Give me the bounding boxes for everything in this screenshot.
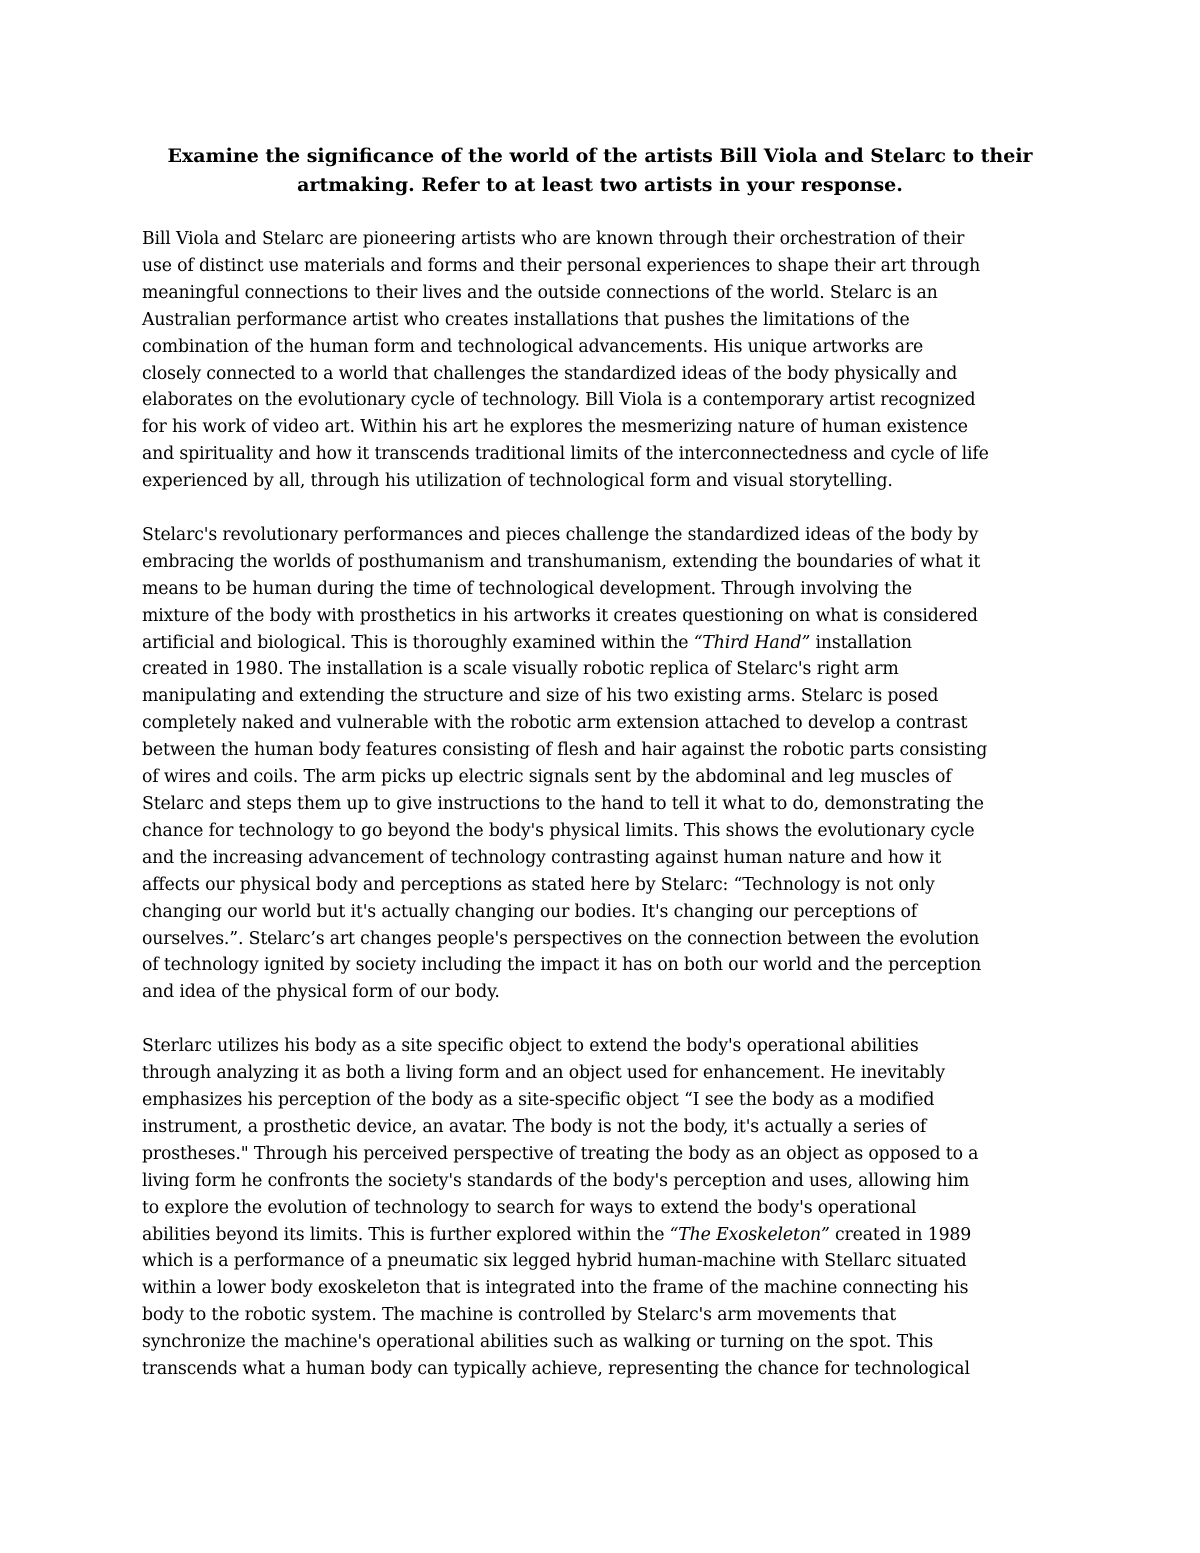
text-line: ourselves.”. Stelarc’s art changes people's perspectives on the connection between the evolution	[142, 928, 980, 949]
text-line: completely naked and vulnerable with the robotic arm extension attached to develop a contrast	[142, 713, 968, 734]
text-line	[142, 630, 1072, 657]
text-line: affects our physical body and perceptions as stated here by Stelarc: “Technology is not only	[142, 874, 935, 895]
text-line: and idea of the physical form of our body.	[142, 982, 500, 1003]
text-run: abilities beyond its limits. This is further explored within the	[142, 1224, 670, 1245]
text-line: within a lower body exoskeleton that is integrated into the frame of the machine connecting his	[142, 1278, 969, 1299]
text-line: body to the robotic system. The machine is controlled by Stelarc's arm movements that	[142, 1305, 897, 1326]
text-line: living form he confronts the society's standards of the body's perception and uses, allowing him	[142, 1170, 970, 1191]
text-line: chance for technology to go beyond the body's physical limits. This shows the evolutionary cycle	[142, 820, 975, 841]
artwork-title-exoskeleton: “The Exoskeleton”	[669, 1224, 830, 1245]
text-line: manipulating and extending the structure and size of his two existing arms. Stelarc is posed	[142, 686, 939, 707]
text-line: transcends what a human body can typically achieve, representing the chance for technological	[142, 1359, 970, 1380]
text-line: for his work of video art. Within his art he explores the mesmerizing nature of human existence	[142, 417, 968, 438]
text-line: through analyzing it as both a living form and an object used for enhancement. He inevitably	[142, 1063, 946, 1084]
text-line: changing our world but it's actually changing our bodies. It's changing our perceptions of	[142, 901, 918, 922]
text-line: elaborates on the evolutionary cycle of technology. Bill Viola is a contemporary artist recognized	[142, 390, 976, 411]
text-run: created in 1989	[829, 1224, 972, 1245]
text-line: of wires and coils. The arm picks up electric signals sent by the abdominal and leg muscles of	[142, 767, 952, 788]
text-line: embracing the worlds of posthumanism and transhumanism, extending the boundaries of what it	[142, 551, 981, 572]
text-line: mixture of the body with prosthetics in his artworks it creates questioning on what is considered	[142, 605, 978, 626]
text-line: Stelarc's revolutionary performances and pieces challenge the standardized ideas of the body by	[142, 524, 979, 545]
text-line: created in 1980. The installation is a scale visually robotic replica of Stelarc's right arm	[142, 659, 899, 680]
text-line: Sterlarc utilizes his body as a site specific object to extend the body's operational abilities	[142, 1036, 919, 1057]
text-line: synchronize the machine's operational abilities such as walking or turning on the spot. This	[142, 1332, 934, 1353]
text-line: prostheses." Through his perceived perspective of treating the body as an object as opposed to a	[142, 1143, 979, 1164]
text-line: and spirituality and how it transcends traditional limits of the interconnectedness and cycle of life	[142, 444, 989, 465]
text-line: meaningful connections to their lives and the outside connections of the world. Stelarc is an	[142, 282, 938, 303]
text-line: means to be human during the time of technological development. Through involving the	[142, 578, 912, 599]
text-line: use of distinct use materials and forms and their personal experiences to shape their art through	[142, 255, 981, 276]
paragraph-exoskeleton	[142, 1033, 1072, 1383]
text-line: experienced by all, through his utilization of technological form and visual storytelling.	[142, 471, 893, 492]
text-line: Stelarc and steps them up to give instructions to the hand to tell it what to do, demonstrating the	[142, 794, 984, 815]
text-line: and the increasing advancement of technology contrasting against human nature and how it	[142, 847, 942, 868]
essay-title	[142, 142, 1058, 200]
text-line: of technology ignited by society including the impact it has on both our world and the perception	[142, 955, 982, 976]
text-line	[142, 1222, 1072, 1249]
text-line: closely connected to a world that challenges the standardized ideas of the body physically and	[142, 363, 958, 384]
paragraph-intro	[142, 226, 1072, 495]
text-line: instrument, a prosthetic device, an avatar. The body is not the body, it's actually a series of	[142, 1116, 927, 1137]
text-line: combination of the human form and technological advancements. His unique artworks are	[142, 336, 924, 357]
text-run: installation	[810, 632, 912, 653]
text-run: artificial and biological. This is thoroughly examined within the	[142, 632, 694, 653]
text-line: between the human body features consisting of flesh and hair against the robotic parts consisting	[142, 740, 988, 761]
text-line: emphasizes his perception of the body as a site-specific object “I see the body as a modified	[142, 1089, 935, 1110]
paragraph-third-hand	[142, 522, 1072, 1006]
text-line: Bill Viola and Stelarc are pioneering artists who are known through their orchestration of their	[142, 229, 965, 249]
title-line: artmaking. Refer to at least two artists in your response.	[297, 174, 903, 196]
text-line: which is a performance of a pneumatic six legged hybrid human-machine with Stellarc situated	[142, 1251, 967, 1272]
text-line: to explore the evolution of technology to search for ways to extend the body's operational	[142, 1197, 917, 1218]
title-line: Examine the significance of the world of the artists Bill Viola and Stelarc to their	[167, 145, 1033, 167]
essay-body	[142, 226, 1072, 1410]
artwork-title-third-hand: “Third Hand”	[693, 632, 811, 653]
text-line: Australian performance artist who creates installations that pushes the limitations of the	[142, 309, 910, 330]
